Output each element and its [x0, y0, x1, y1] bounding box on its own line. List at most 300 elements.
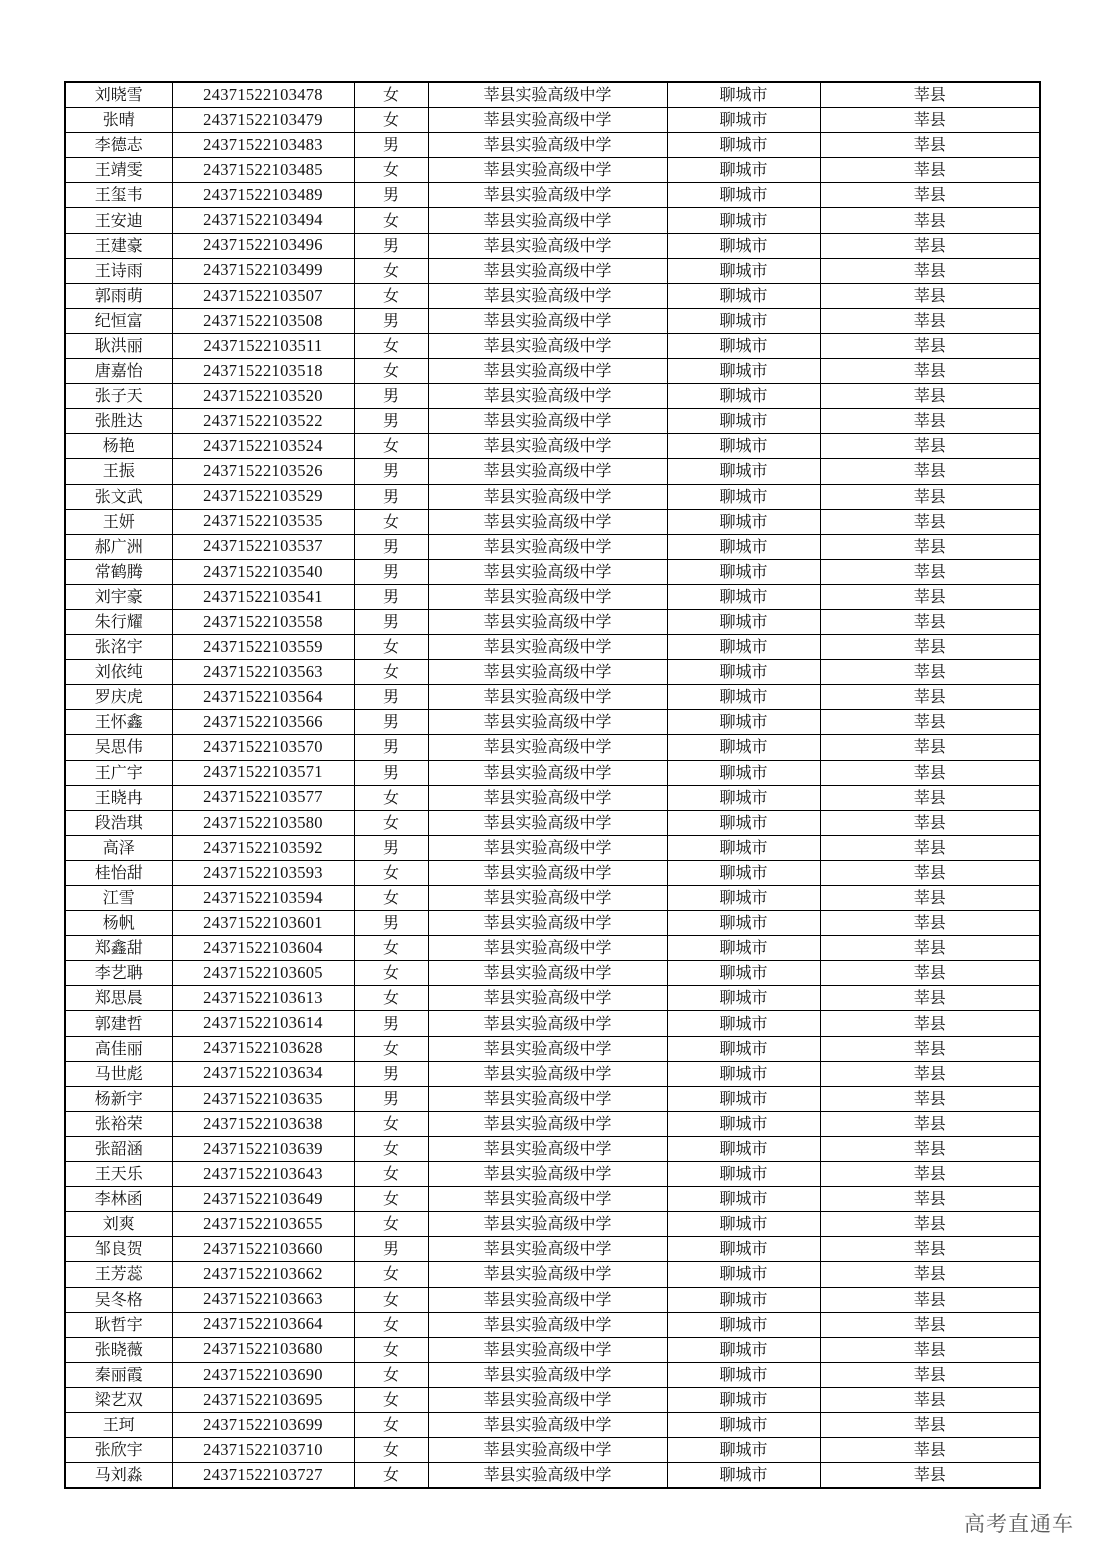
county-cell: 莘县 [820, 484, 1040, 509]
exam-id-cell: 24371522103592 [172, 835, 354, 860]
table-row [65, 1387, 1040, 1412]
table-row [65, 785, 1040, 810]
exam-id-cell: 24371522103563 [172, 660, 354, 685]
school-name-cell: 莘县实验高级中学 [428, 459, 667, 484]
school-name-cell: 莘县实验高级中学 [428, 434, 667, 459]
table-row [65, 685, 1040, 710]
school-name-cell: 莘县实验高级中学 [428, 1438, 667, 1463]
county-cell: 莘县 [820, 810, 1040, 835]
county-cell: 莘县 [820, 584, 1040, 609]
city-cell: 聊城市 [667, 133, 820, 158]
city-cell: 聊城市 [667, 961, 820, 986]
school-name-cell: 莘县实验高级中学 [428, 534, 667, 559]
school-name-cell: 莘县实验高级中学 [428, 333, 667, 358]
city-cell: 聊城市 [667, 1312, 820, 1337]
student-name-cell: 郑鑫甜 [65, 936, 172, 961]
city-cell: 聊城市 [667, 509, 820, 534]
gender-cell: 男 [354, 183, 428, 208]
county-cell: 莘县 [820, 1337, 1040, 1362]
city-cell: 聊城市 [667, 835, 820, 860]
school-name-cell: 莘县实验高级中学 [428, 258, 667, 283]
student-name-cell: 刘依纯 [65, 660, 172, 685]
city-cell: 聊城市 [667, 1412, 820, 1437]
exam-id-cell: 24371522103564 [172, 685, 354, 710]
student-name-cell: 刘爽 [65, 1212, 172, 1237]
city-cell: 聊城市 [667, 484, 820, 509]
table-row [65, 1412, 1040, 1437]
school-name-cell: 莘县实验高级中学 [428, 584, 667, 609]
student-name-cell: 马世彪 [65, 1061, 172, 1086]
student-name-cell: 张子天 [65, 384, 172, 409]
exam-id-cell: 24371522103508 [172, 308, 354, 333]
school-name-cell: 莘县实验高级中学 [428, 860, 667, 885]
school-name-cell: 莘县实验高级中学 [428, 409, 667, 434]
gender-cell: 女 [354, 785, 428, 810]
city-cell: 聊城市 [667, 459, 820, 484]
school-name-cell: 莘县实验高级中学 [428, 1187, 667, 1212]
school-name-cell: 莘县实验高级中学 [428, 559, 667, 584]
gender-cell: 女 [354, 660, 428, 685]
exam-id-cell: 24371522103485 [172, 158, 354, 183]
table-row [65, 1362, 1040, 1387]
school-name-cell: 莘县实验高级中学 [428, 1061, 667, 1086]
exam-id-cell: 24371522103577 [172, 785, 354, 810]
gender-cell: 女 [354, 1287, 428, 1312]
city-cell: 聊城市 [667, 82, 820, 108]
table-row [65, 534, 1040, 559]
exam-id-cell: 24371522103478 [172, 82, 354, 108]
exam-id-cell: 24371522103580 [172, 810, 354, 835]
county-cell: 莘县 [820, 1262, 1040, 1287]
gender-cell: 女 [354, 1262, 428, 1287]
county-cell: 莘县 [820, 1212, 1040, 1237]
school-name-cell: 莘县实验高级中学 [428, 1262, 667, 1287]
city-cell: 聊城市 [667, 1337, 820, 1362]
city-cell: 聊城市 [667, 1162, 820, 1187]
student-name-cell: 杨新宇 [65, 1086, 172, 1111]
school-name-cell: 莘县实验高级中学 [428, 1212, 667, 1237]
school-name-cell: 莘县实验高级中学 [428, 484, 667, 509]
gender-cell: 女 [354, 283, 428, 308]
gender-cell: 女 [354, 986, 428, 1011]
table-row [65, 735, 1040, 760]
county-cell: 莘县 [820, 1111, 1040, 1136]
city-cell: 聊城市 [667, 1362, 820, 1387]
watermark: 高考直通车 [964, 1512, 1074, 1536]
exam-id-cell: 24371522103604 [172, 936, 354, 961]
gender-cell: 男 [354, 1061, 428, 1086]
city-cell: 聊城市 [667, 258, 820, 283]
gender-cell: 男 [354, 559, 428, 584]
student-roster-table [64, 81, 1041, 1489]
school-name-cell: 莘县实验高级中学 [428, 1337, 667, 1362]
county-cell: 莘县 [820, 359, 1040, 384]
school-name-cell: 莘县实验高级中学 [428, 785, 667, 810]
student-name-cell: 王振 [65, 459, 172, 484]
exam-id-cell: 24371522103496 [172, 233, 354, 258]
county-cell: 莘县 [820, 108, 1040, 133]
city-cell: 聊城市 [667, 208, 820, 233]
student-name-cell: 李德志 [65, 133, 172, 158]
table-row [65, 635, 1040, 660]
city-cell: 聊城市 [667, 936, 820, 961]
student-name-cell: 王晓冉 [65, 785, 172, 810]
exam-id-cell: 24371522103690 [172, 1362, 354, 1387]
table-row [65, 810, 1040, 835]
table-row [65, 1312, 1040, 1337]
exam-id-cell: 24371522103494 [172, 208, 354, 233]
table-row [65, 1463, 1040, 1489]
gender-cell: 女 [354, 333, 428, 358]
gender-cell: 女 [354, 1312, 428, 1337]
county-cell: 莘县 [820, 409, 1040, 434]
city-cell: 聊城市 [667, 359, 820, 384]
county-cell: 莘县 [820, 886, 1040, 911]
student-name-cell: 张欣宇 [65, 1438, 172, 1463]
exam-id-cell: 24371522103541 [172, 584, 354, 609]
gender-cell: 女 [354, 1136, 428, 1161]
table-row [65, 258, 1040, 283]
gender-cell: 男 [354, 735, 428, 760]
exam-id-cell: 24371522103479 [172, 108, 354, 133]
student-name-cell: 梁艺双 [65, 1387, 172, 1412]
gender-cell: 男 [354, 911, 428, 936]
city-cell: 聊城市 [667, 886, 820, 911]
gender-cell: 男 [354, 459, 428, 484]
table-row [65, 710, 1040, 735]
student-name-cell: 杨艳 [65, 434, 172, 459]
table-row [65, 1337, 1040, 1362]
table-row [65, 961, 1040, 986]
gender-cell: 女 [354, 509, 428, 534]
county-cell: 莘县 [820, 1362, 1040, 1387]
school-name-cell: 莘县实验高级中学 [428, 1312, 667, 1337]
city-cell: 聊城市 [667, 860, 820, 885]
table-row [65, 434, 1040, 459]
exam-id-cell: 24371522103570 [172, 735, 354, 760]
school-name-cell: 莘县实验高级中学 [428, 233, 667, 258]
table-row [65, 1036, 1040, 1061]
student-name-cell: 耿洪丽 [65, 333, 172, 358]
school-name-cell: 莘县实验高级中学 [428, 660, 667, 685]
school-name-cell: 莘县实验高级中学 [428, 936, 667, 961]
gender-cell: 男 [354, 685, 428, 710]
gender-cell: 女 [354, 635, 428, 660]
school-name-cell: 莘县实验高级中学 [428, 384, 667, 409]
county-cell: 莘县 [820, 1237, 1040, 1262]
exam-id-cell: 24371522103537 [172, 534, 354, 559]
roster-body [65, 82, 1040, 1488]
county-cell: 莘县 [820, 434, 1040, 459]
city-cell: 聊城市 [667, 384, 820, 409]
student-name-cell: 王芳蕊 [65, 1262, 172, 1287]
student-name-cell: 段浩琪 [65, 810, 172, 835]
school-name-cell: 莘县实验高级中学 [428, 810, 667, 835]
gender-cell: 女 [354, 936, 428, 961]
student-name-cell: 罗庆虎 [65, 685, 172, 710]
table-row [65, 333, 1040, 358]
exam-id-cell: 24371522103571 [172, 760, 354, 785]
student-name-cell: 吴冬格 [65, 1287, 172, 1312]
student-name-cell: 唐嘉怡 [65, 359, 172, 384]
gender-cell: 男 [354, 1011, 428, 1036]
table-row [65, 911, 1040, 936]
city-cell: 聊城市 [667, 1262, 820, 1287]
exam-id-cell: 24371522103639 [172, 1136, 354, 1161]
county-cell: 莘县 [820, 133, 1040, 158]
school-name-cell: 莘县实验高级中学 [428, 1136, 667, 1161]
county-cell: 莘县 [820, 860, 1040, 885]
city-cell: 聊城市 [667, 986, 820, 1011]
table-row [65, 1237, 1040, 1262]
exam-id-cell: 24371522103680 [172, 1337, 354, 1362]
exam-id-cell: 24371522103643 [172, 1162, 354, 1187]
city-cell: 聊城市 [667, 1212, 820, 1237]
table-row [65, 760, 1040, 785]
county-cell: 莘县 [820, 635, 1040, 660]
gender-cell: 女 [354, 1036, 428, 1061]
school-name-cell: 莘县实验高级中学 [428, 82, 667, 108]
table-row [65, 1438, 1040, 1463]
table-row [65, 1061, 1040, 1086]
city-cell: 聊城市 [667, 409, 820, 434]
gender-cell: 女 [354, 1438, 428, 1463]
county-cell: 莘县 [820, 1136, 1040, 1161]
school-name-cell: 莘县实验高级中学 [428, 208, 667, 233]
table-row [65, 359, 1040, 384]
gender-cell: 女 [354, 1187, 428, 1212]
school-name-cell: 莘县实验高级中学 [428, 685, 667, 710]
student-name-cell: 张洺宇 [65, 635, 172, 660]
student-name-cell: 高泽 [65, 835, 172, 860]
county-cell: 莘县 [820, 609, 1040, 634]
student-name-cell: 王天乐 [65, 1162, 172, 1187]
city-cell: 聊城市 [667, 810, 820, 835]
county-cell: 莘县 [820, 961, 1040, 986]
student-name-cell: 邹良贺 [65, 1237, 172, 1262]
table-row [65, 158, 1040, 183]
city-cell: 聊城市 [667, 635, 820, 660]
gender-cell: 女 [354, 108, 428, 133]
table-row [65, 860, 1040, 885]
student-name-cell: 张文武 [65, 484, 172, 509]
county-cell: 莘县 [820, 1086, 1040, 1111]
county-cell: 莘县 [820, 509, 1040, 534]
county-cell: 莘县 [820, 233, 1040, 258]
city-cell: 聊城市 [667, 1463, 820, 1489]
county-cell: 莘县 [820, 283, 1040, 308]
exam-id-cell: 24371522103660 [172, 1237, 354, 1262]
school-name-cell: 莘县实验高级中学 [428, 509, 667, 534]
county-cell: 莘县 [820, 785, 1040, 810]
table-row [65, 108, 1040, 133]
student-name-cell: 秦丽霞 [65, 1362, 172, 1387]
exam-id-cell: 24371522103614 [172, 1011, 354, 1036]
exam-id-cell: 24371522103710 [172, 1438, 354, 1463]
gender-cell: 男 [354, 710, 428, 735]
student-name-cell: 张裕荣 [65, 1111, 172, 1136]
county-cell: 莘县 [820, 333, 1040, 358]
student-name-cell: 郭建哲 [65, 1011, 172, 1036]
exam-id-cell: 24371522103559 [172, 635, 354, 660]
county-cell: 莘县 [820, 710, 1040, 735]
school-name-cell: 莘县实验高级中学 [428, 1237, 667, 1262]
school-name-cell: 莘县实验高级中学 [428, 133, 667, 158]
school-name-cell: 莘县实验高级中学 [428, 1362, 667, 1387]
gender-cell: 男 [354, 233, 428, 258]
table-row [65, 1111, 1040, 1136]
county-cell: 莘县 [820, 459, 1040, 484]
student-name-cell: 刘宇豪 [65, 584, 172, 609]
school-name-cell: 莘县实验高级中学 [428, 1387, 667, 1412]
city-cell: 聊城市 [667, 1011, 820, 1036]
county-cell: 莘县 [820, 1162, 1040, 1187]
exam-id-cell: 24371522103518 [172, 359, 354, 384]
school-name-cell: 莘县实验高级中学 [428, 986, 667, 1011]
student-name-cell: 王珂 [65, 1412, 172, 1437]
student-name-cell: 耿哲宇 [65, 1312, 172, 1337]
exam-id-cell: 24371522103605 [172, 961, 354, 986]
exam-id-cell: 24371522103655 [172, 1212, 354, 1237]
city-cell: 聊城市 [667, 1438, 820, 1463]
county-cell: 莘县 [820, 258, 1040, 283]
gender-cell: 男 [354, 1086, 428, 1111]
city-cell: 聊城市 [667, 760, 820, 785]
county-cell: 莘县 [820, 1187, 1040, 1212]
gender-cell: 女 [354, 1387, 428, 1412]
school-name-cell: 莘县实验高级中学 [428, 760, 667, 785]
city-cell: 聊城市 [667, 283, 820, 308]
exam-id-cell: 24371522103489 [172, 183, 354, 208]
county-cell: 莘县 [820, 835, 1040, 860]
county-cell: 莘县 [820, 208, 1040, 233]
city-cell: 聊城市 [667, 1136, 820, 1161]
exam-id-cell: 24371522103695 [172, 1387, 354, 1412]
student-name-cell: 张韶涵 [65, 1136, 172, 1161]
gender-cell: 女 [354, 961, 428, 986]
county-cell: 莘县 [820, 158, 1040, 183]
city-cell: 聊城市 [667, 710, 820, 735]
gender-cell: 女 [354, 1111, 428, 1136]
exam-id-cell: 24371522103634 [172, 1061, 354, 1086]
table-row [65, 1212, 1040, 1237]
exam-id-cell: 24371522103507 [172, 283, 354, 308]
student-name-cell: 李林函 [65, 1187, 172, 1212]
city-cell: 聊城市 [667, 183, 820, 208]
table-row [65, 886, 1040, 911]
exam-id-cell: 24371522103662 [172, 1262, 354, 1287]
table-row [65, 82, 1040, 108]
exam-id-cell: 24371522103664 [172, 1312, 354, 1337]
table-row [65, 1162, 1040, 1187]
county-cell: 莘县 [820, 82, 1040, 108]
gender-cell: 女 [354, 1362, 428, 1387]
table-row [65, 233, 1040, 258]
gender-cell: 女 [354, 1337, 428, 1362]
exam-id-cell: 24371522103594 [172, 886, 354, 911]
school-name-cell: 莘县实验高级中学 [428, 1036, 667, 1061]
county-cell: 莘县 [820, 1011, 1040, 1036]
county-cell: 莘县 [820, 308, 1040, 333]
gender-cell: 女 [354, 1463, 428, 1489]
exam-id-cell: 24371522103727 [172, 1463, 354, 1489]
exam-id-cell: 24371522103499 [172, 258, 354, 283]
gender-cell: 男 [354, 409, 428, 434]
county-cell: 莘县 [820, 1387, 1040, 1412]
school-name-cell: 莘县实验高级中学 [428, 835, 667, 860]
gender-cell: 男 [354, 484, 428, 509]
student-name-cell: 桂怡甜 [65, 860, 172, 885]
student-name-cell: 江雪 [65, 886, 172, 911]
school-name-cell: 莘县实验高级中学 [428, 1162, 667, 1187]
county-cell: 莘县 [820, 1312, 1040, 1337]
student-name-cell: 王怀鑫 [65, 710, 172, 735]
city-cell: 聊城市 [667, 735, 820, 760]
city-cell: 聊城市 [667, 1237, 820, 1262]
gender-cell: 女 [354, 886, 428, 911]
exam-id-cell: 24371522103520 [172, 384, 354, 409]
gender-cell: 女 [354, 1212, 428, 1237]
city-cell: 聊城市 [667, 1086, 820, 1111]
table-row [65, 283, 1040, 308]
gender-cell: 男 [354, 609, 428, 634]
gender-cell: 女 [354, 158, 428, 183]
county-cell: 莘县 [820, 1036, 1040, 1061]
table-row [65, 208, 1040, 233]
table-row [65, 409, 1040, 434]
city-cell: 聊城市 [667, 1187, 820, 1212]
exam-id-cell: 24371522103628 [172, 1036, 354, 1061]
student-name-cell: 常鹤腾 [65, 559, 172, 584]
city-cell: 聊城市 [667, 685, 820, 710]
gender-cell: 男 [354, 584, 428, 609]
exam-id-cell: 24371522103635 [172, 1086, 354, 1111]
gender-cell: 男 [354, 384, 428, 409]
gender-cell: 女 [354, 82, 428, 108]
city-cell: 聊城市 [667, 233, 820, 258]
county-cell: 莘县 [820, 384, 1040, 409]
county-cell: 莘县 [820, 559, 1040, 584]
student-name-cell: 王妍 [65, 509, 172, 534]
table-row [65, 1136, 1040, 1161]
gender-cell: 男 [354, 308, 428, 333]
city-cell: 聊城市 [667, 1036, 820, 1061]
table-row [65, 1187, 1040, 1212]
student-name-cell: 吴思伟 [65, 735, 172, 760]
student-name-cell: 王诗雨 [65, 258, 172, 283]
school-name-cell: 莘县实验高级中学 [428, 911, 667, 936]
table-row [65, 584, 1040, 609]
student-name-cell: 郝广洲 [65, 534, 172, 559]
county-cell: 莘县 [820, 660, 1040, 685]
table-row [65, 986, 1040, 1011]
city-cell: 聊城市 [667, 584, 820, 609]
school-name-cell: 莘县实验高级中学 [428, 108, 667, 133]
school-name-cell: 莘县实验高级中学 [428, 283, 667, 308]
gender-cell: 女 [354, 434, 428, 459]
exam-id-cell: 24371522103613 [172, 986, 354, 1011]
county-cell: 莘县 [820, 936, 1040, 961]
student-name-cell: 马刘淼 [65, 1463, 172, 1489]
county-cell: 莘县 [820, 534, 1040, 559]
county-cell: 莘县 [820, 183, 1040, 208]
gender-cell: 男 [354, 760, 428, 785]
exam-id-cell: 24371522103522 [172, 409, 354, 434]
city-cell: 聊城市 [667, 308, 820, 333]
student-name-cell: 王靖雯 [65, 158, 172, 183]
exam-id-cell: 24371522103663 [172, 1287, 354, 1312]
table-row [65, 1011, 1040, 1036]
